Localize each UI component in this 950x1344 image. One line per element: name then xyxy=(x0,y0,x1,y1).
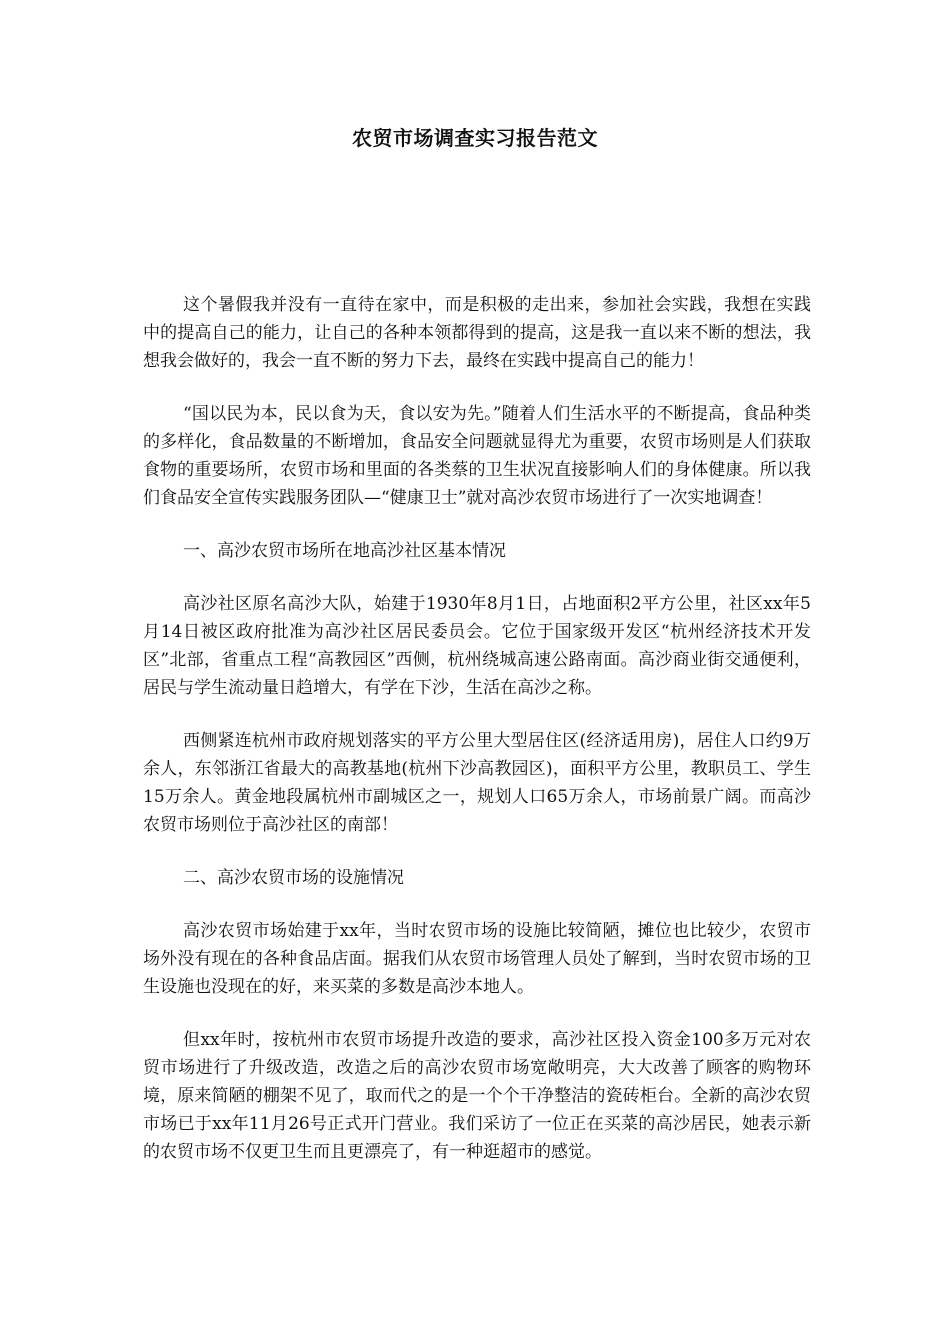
section-heading-2: 二、高沙农贸市场的设施情况 xyxy=(183,868,404,888)
paragraph-community-location: 西侧紧连杭州市政府规划落实的平方公里大型居住区(经济适用房)，居住人口约9万余人，东邻浙江省最大的高教基地(杭州下沙高教园区)，面积平方公里，教职员工、学生15万余人。黄金地段属杭州市副城区之一，规划人口65万余人，市场前景广阔。而高沙农贸市场则位于高沙社区的南部！ xyxy=(143,731,811,835)
paragraph-market-early: 高沙农贸市场始建于xx年，当时农贸市场的设施比较简陋，摊位也比较少，农贸市场外没有现在的各种食品店面。据我们从农贸市场管理人员处了解到，当时农贸市场的卫生设施也没现在的好，来买菜的多数是高沙本地人。 xyxy=(143,921,811,997)
document-title: 农贸市场调查实习报告范文 xyxy=(352,126,598,150)
paragraph-food-safety: “国以民为本，民以食为天，食以安为先。”随着人们生活水平的不断提高，食品种类的多样化，食品数量的不断增加，食品安全问题就显得尤为重要，农贸市场则是人们获取食物的重要场所，农贸市场和里面的各类蔡的卫生状况直接影响人们的身体健康。所以我们食品安全宣传实践服务团队—“健康卫士”就对高沙农贸市场进行了一次实地调查！ xyxy=(143,404,811,508)
paragraph-community-history: 高沙社区原名高沙大队，始建于1930年8月1日，占地面积2平方公里，社区xx年5月14日被区政府批准为高沙社区居民委员会。它位于国家级开发区“杭州经济技术开发区”北部，省重点工程“高教园区”西侧，杭州绕城高速公路南面。高沙商业街交通便利，居民与学生流动量日趋增大，有学在下沙，生活在高沙之称。 xyxy=(143,594,811,698)
section-heading-1: 一、高沙农贸市场所在地高沙社区基本情况 xyxy=(183,541,506,561)
paragraph-intro: 这个暑假我并没有一直待在家中，而是积极的走出来，参加社会实践，我想在实践中的提高自己的能力，让自己的各种本领都得到的提高，这是我一直以来不断的想法，我想我会做好的，我会一直不断的努力下去，最终在实践中提高自己的能力！ xyxy=(143,295,811,371)
document-body xyxy=(143,291,811,1191)
paragraph-market-upgrade: 但xx年时，按杭州市农贸市场提升改造的要求，高沙社区投入资金100多万元对农贸市场进行了升级改造，改造之后的高沙农贸市场宽敞明亮，大大改善了顾客的购物环境，原来简陋的棚架不见了，取而代之的是一个个干净整洁的瓷砖柜台。全新的高沙农贸市场已于xx年11月26号正式开门营业。我们采访了一位正在买菜的高沙居民，她表示新的农贸市场不仅更卫生而且更漂亮了，有一种逛超市的感觉。 xyxy=(143,1030,811,1162)
